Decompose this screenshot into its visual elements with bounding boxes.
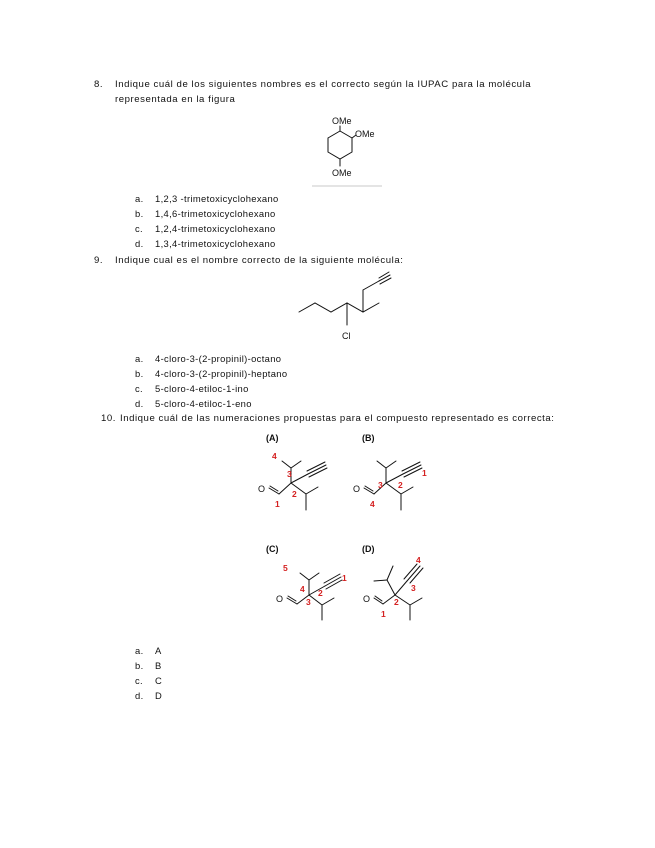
oxygen-label: O	[353, 484, 361, 494]
structure-b-num-1: 1	[422, 468, 427, 478]
q10-option-a-text: A	[155, 645, 162, 656]
structure-d-num-2: 2	[394, 597, 399, 607]
q10-option-c-text: C	[155, 675, 163, 686]
oxygen-label: O	[276, 594, 284, 604]
q8-option-b[interactable]	[135, 208, 276, 219]
structure-a	[255, 430, 345, 520]
structure-c-num-5: 5	[283, 563, 288, 573]
ome-label-right: OMe	[355, 129, 375, 139]
structure-d-num-1: 1	[381, 609, 386, 619]
q8-option-a-letter: a.	[135, 193, 144, 204]
structure-d-num-4: 4	[416, 555, 421, 565]
cl-label: Cl	[342, 331, 351, 341]
q10-option-a[interactable]	[135, 645, 162, 656]
q9-option-d-letter: d.	[135, 398, 144, 409]
q8-option-d-letter: d.	[135, 238, 144, 249]
question-9-molecule	[295, 268, 405, 348]
q8-option-c-text: 1,2,4-trimetoxicyclohexano	[155, 223, 276, 234]
q10-option-b-text: B	[155, 660, 162, 671]
question-8-text-line2: representada en la figura	[115, 94, 236, 105]
q10-option-c-letter: c.	[135, 675, 143, 686]
structure-b-label: (B)	[362, 433, 375, 443]
structure-b	[350, 430, 440, 520]
q8-option-b-letter: b.	[135, 208, 144, 219]
structure-c-num-4: 4	[300, 584, 305, 594]
structure-c-label: (C)	[266, 544, 279, 554]
q10-option-b[interactable]	[135, 660, 162, 671]
q8-option-c-letter: c.	[135, 223, 143, 234]
structure-b-num-3: 3	[378, 480, 383, 490]
structure-b-num-4: 4	[370, 499, 375, 509]
oxygen-label: O	[258, 484, 266, 494]
q9-option-a-text: 4-cloro-3-(2-propinil)-octano	[155, 353, 282, 364]
q9-option-b-text: 4-cloro-3-(2-propinil)-heptano	[155, 368, 288, 379]
q9-option-c-letter: c.	[135, 383, 143, 394]
structure-c-num-3: 3	[306, 597, 311, 607]
q10-option-d-text: D	[155, 690, 163, 701]
q9-option-d-text: 5-cloro-4-etiloc-1-eno	[155, 398, 252, 409]
question-8-text-line1: Indique cuál de los siguientes nombres es el correcto según la IUPAC para la molécula	[115, 79, 532, 90]
oxygen-label: O	[363, 594, 371, 604]
q9-option-c[interactable]	[135, 383, 249, 394]
q8-option-a-text: 1,2,3 -trimetoxicyclohexano	[155, 193, 279, 204]
structure-a-num-1: 1	[275, 499, 280, 509]
question-9-text: Indique cual es el nombre correcto de la siguiente molécula:	[115, 255, 404, 266]
q10-option-a-letter: a.	[135, 645, 144, 656]
q9-option-b-letter: b.	[135, 368, 144, 379]
q9-option-a[interactable]	[135, 353, 281, 364]
question-8-molecule	[310, 114, 390, 189]
q10-option-b-letter: b.	[135, 660, 144, 671]
q9-option-d[interactable]	[135, 398, 252, 409]
structure-a-label: (A)	[266, 433, 279, 443]
q9-option-b[interactable]	[135, 368, 287, 379]
structure-a-num-4: 4	[272, 451, 277, 461]
q9-option-c-text: 5-cloro-4-etiloc-1-ino	[155, 383, 249, 394]
question-10-text: Indique cuál de las numeraciones propuestas para el compuesto representado es correcta:	[120, 413, 555, 424]
q9-option-a-letter: a.	[135, 353, 144, 364]
question-8-number: 8.	[94, 79, 104, 90]
q8-option-b-text: 1,4,6-trimetoxicyclohexano	[155, 208, 276, 219]
q10-option-d-letter: d.	[135, 690, 144, 701]
structure-c-num-1: 1	[342, 573, 347, 583]
structure-d-num-3: 3	[411, 583, 416, 593]
ome-label-top: OMe	[332, 116, 352, 126]
structure-b-num-2: 2	[398, 480, 403, 490]
q8-option-d-text: 1,3,4-trimetoxicyclohexano	[155, 238, 276, 249]
structure-c	[255, 541, 345, 631]
structure-a-num-2: 2	[292, 489, 297, 499]
structure-d-label: (D)	[362, 544, 375, 554]
q8-option-c[interactable]	[135, 223, 276, 234]
structure-c-num-2: 2	[318, 588, 323, 598]
q10-option-c[interactable]	[135, 675, 162, 686]
question-9-number: 9.	[94, 255, 104, 266]
q8-option-d[interactable]	[135, 238, 276, 249]
structure-a-num-3: 3	[287, 469, 292, 479]
q10-option-d[interactable]	[135, 690, 162, 701]
question-10-number: 10.	[101, 413, 116, 424]
q8-option-a[interactable]	[135, 193, 279, 204]
structure-d	[350, 541, 440, 631]
ome-label-bottom: OMe	[332, 168, 352, 178]
